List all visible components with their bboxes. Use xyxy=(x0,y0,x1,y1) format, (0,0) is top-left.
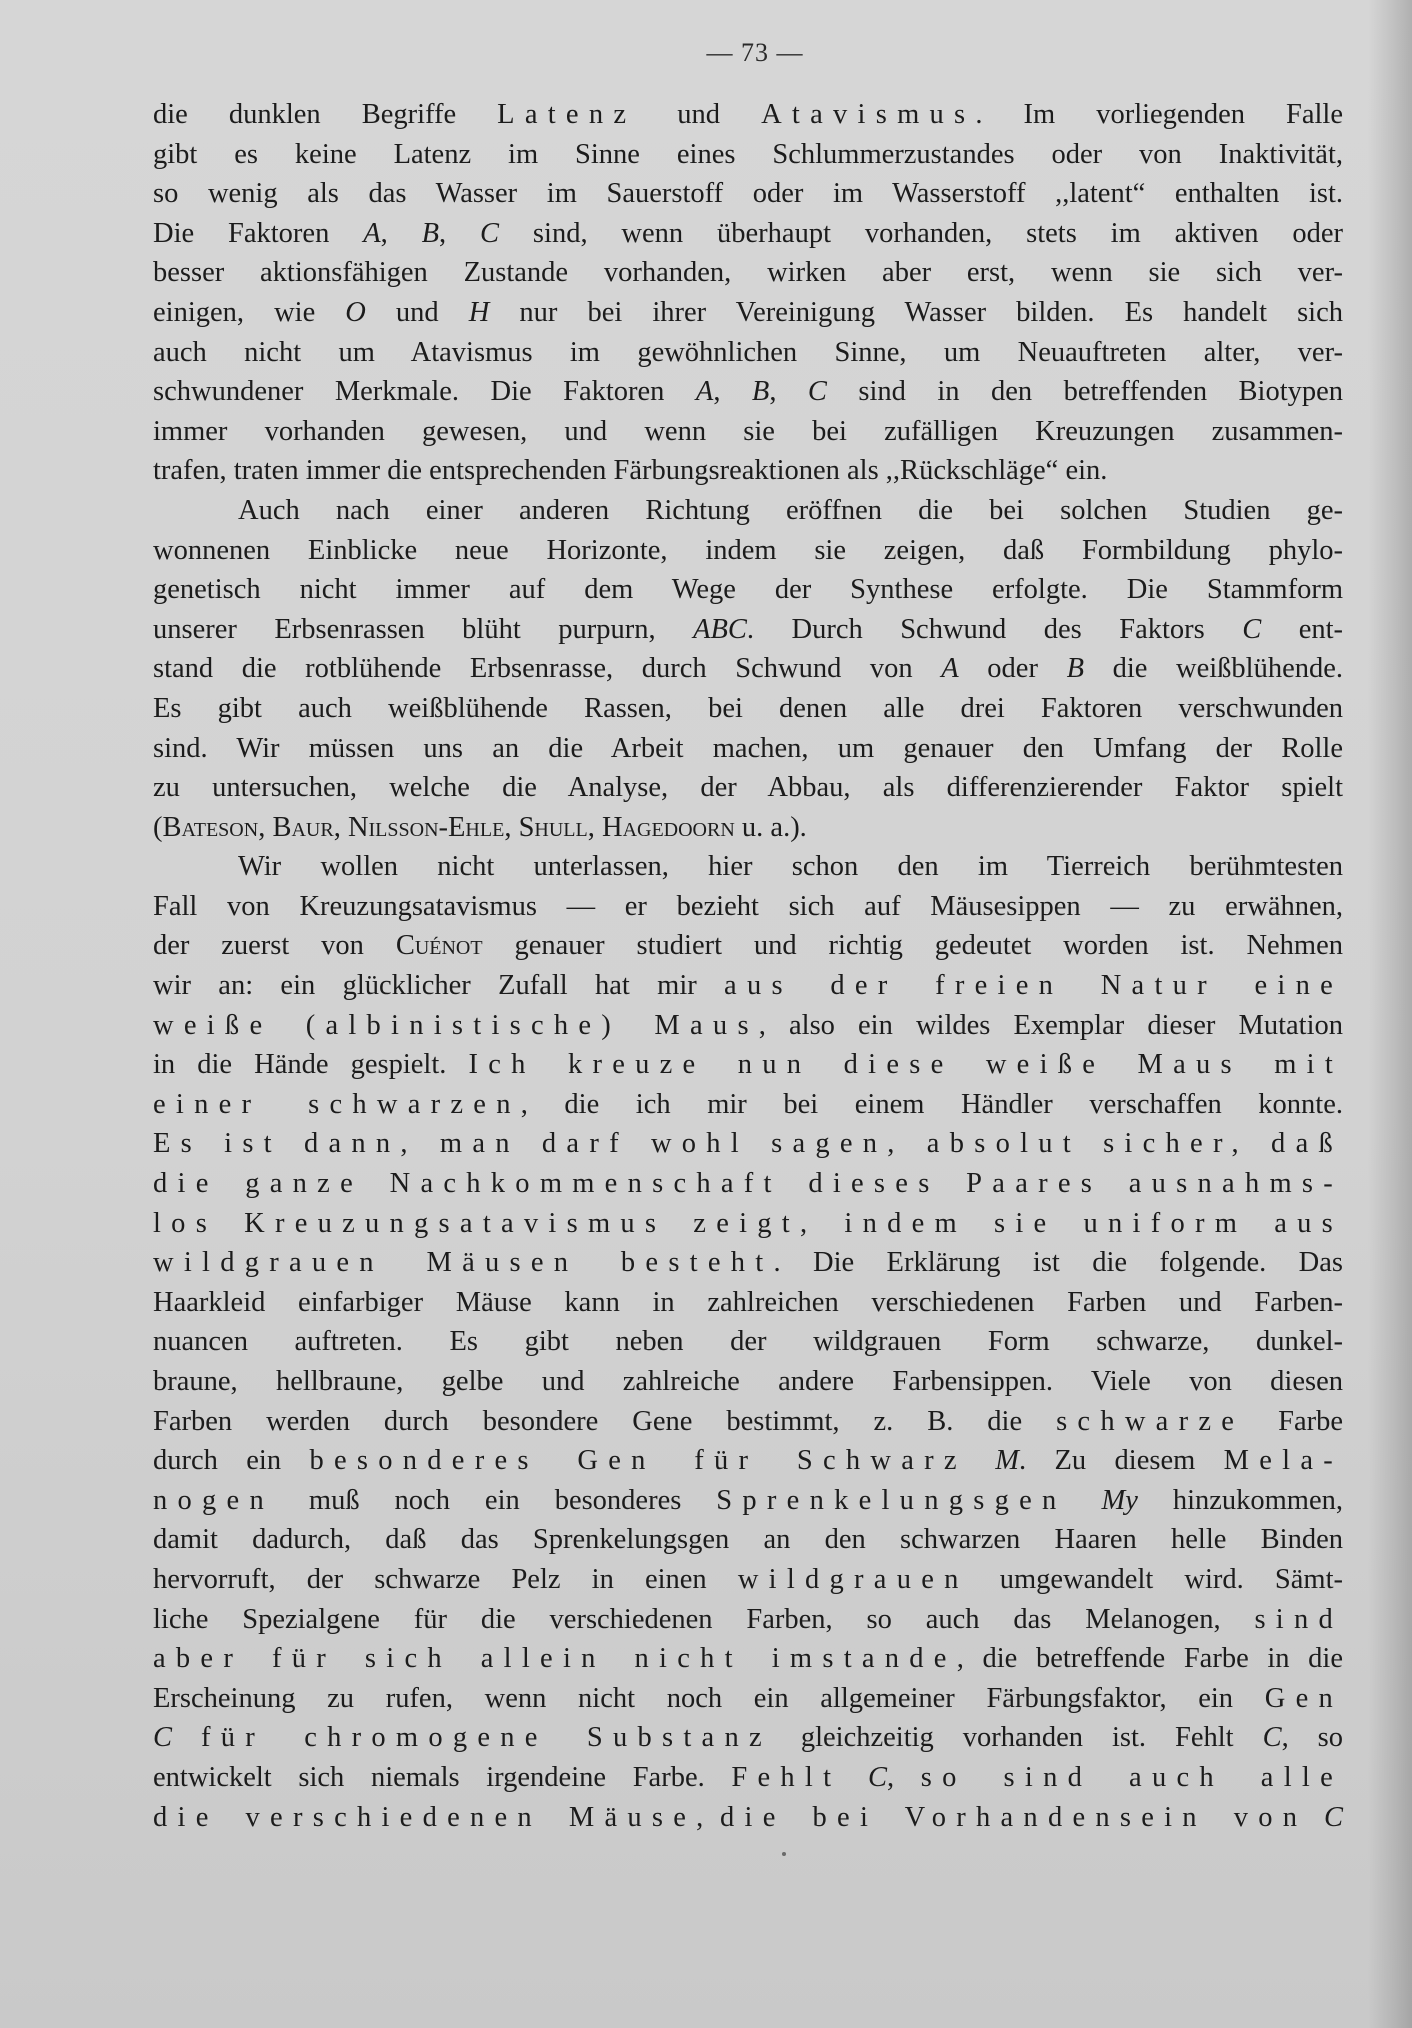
spaced-emphasis: aus der freien Natur eine xyxy=(724,970,1343,1002)
text-line xyxy=(153,1204,1343,1244)
text-run: Es gibt auch weißblühende Rassen, bei denen alle drei Faktoren verschwunden xyxy=(153,692,1343,724)
text-run: damit dadurch, daß das Sprenkelungsgen an den schwarzen Haaren helle Binden xyxy=(153,1524,1343,1556)
print-speck xyxy=(782,1852,786,1856)
spaced-emphasis: Sprenkelungsgen xyxy=(716,1484,1067,1516)
text-run: ( xyxy=(153,811,163,843)
spaced-emphasis: einer schwarzen xyxy=(153,1088,521,1120)
text-run: . Die Erklärung ist die folgende. Das xyxy=(773,1247,1343,1279)
text-run: hervorruft, der schwarze Pelz in einen xyxy=(153,1563,738,1595)
text-line xyxy=(153,174,1343,214)
text-line xyxy=(153,768,1343,808)
text-run: genauer studiert und richtig gedeutet worden ist. Nehmen xyxy=(482,930,1343,962)
text-run: genetisch nicht immer auf dem Wege der Synthese erfolgte. Die Stammform xyxy=(153,574,1343,606)
spaced-emphasis: Mela- xyxy=(1223,1445,1344,1477)
text-run xyxy=(841,1762,868,1793)
text-run: und xyxy=(365,296,469,328)
text-run: braune, hellbraune, gelbe und zahlreiche andere Farbensippen. Viele von diesen xyxy=(153,1366,1343,1397)
text-run: , xyxy=(886,1761,921,1793)
italic-symbol: O xyxy=(345,296,366,328)
italic-symbol: C xyxy=(807,376,827,408)
text-line xyxy=(153,451,1343,491)
text-run: gleichzeitig vorhanden ist. Fehlt xyxy=(771,1722,1263,1754)
italic-symbol: C xyxy=(867,1761,887,1793)
text-run: die weißblühende. xyxy=(1083,653,1343,685)
spaced-emphasis: Fehlt xyxy=(731,1761,842,1793)
text-run: , die ich mir bei einem Händler verschaffen konnte. xyxy=(520,1088,1343,1120)
text-run: Farbe xyxy=(1244,1405,1343,1437)
text-run: oder xyxy=(958,653,1067,685)
author-name: Hagedoorn xyxy=(601,811,735,843)
text-line xyxy=(153,1045,1343,1085)
text-line xyxy=(153,1798,1343,1838)
italic-symbol: C xyxy=(480,217,500,249)
spaced-emphasis: Gen xyxy=(1264,1682,1343,1714)
text-run: umgewandelt wird. Sämt- xyxy=(968,1563,1343,1595)
spaced-emphasis: wildgrauen xyxy=(737,1563,969,1595)
spaced-emphasis: Es ist dann, man darf wohl sagen, absolut sicher, daß xyxy=(153,1128,1343,1160)
text-line xyxy=(153,729,1343,769)
text-run: , also ein wildes Exemplar dieser Mutation xyxy=(758,1009,1343,1041)
text-run: sind, wenn überhaupt vorhanden, stets im aktiven oder xyxy=(499,217,1344,249)
text-run: , xyxy=(258,811,273,843)
italic-symbol: ABC xyxy=(693,613,747,645)
text-line xyxy=(153,293,1343,333)
text-run: Die Faktoren xyxy=(153,217,364,249)
spaced-emphasis: die bei Vorhandensein von xyxy=(720,1801,1308,1833)
page-edge-shadow xyxy=(1368,0,1412,2028)
text-run: stand die rotblühende Erbsenrasse, durch Schwund von xyxy=(153,653,942,685)
text-line xyxy=(153,1718,1343,1758)
text-line xyxy=(153,1362,1343,1402)
text-line xyxy=(153,1481,1343,1521)
italic-symbol: C xyxy=(1324,1801,1344,1833)
italic-symbol: C xyxy=(1242,613,1262,645)
text-run: . Durch Schwund des Faktors xyxy=(746,613,1243,645)
text-line xyxy=(153,847,1343,887)
text-line xyxy=(153,1085,1343,1125)
text-run: , xyxy=(380,217,422,249)
text-line xyxy=(153,412,1343,452)
text-line xyxy=(153,1560,1343,1600)
text-line xyxy=(153,1639,1343,1679)
text-line xyxy=(153,491,1343,531)
body-text xyxy=(153,95,1343,1837)
text-run: muß noch ein besonderes xyxy=(273,1484,717,1516)
spaced-emphasis: sind xyxy=(1254,1603,1343,1635)
text-line xyxy=(153,1283,1343,1323)
spaced-emphasis: Latenz xyxy=(497,99,637,130)
text-line xyxy=(153,333,1343,373)
text-line xyxy=(153,135,1343,175)
page-number: — 73 — xyxy=(706,38,804,67)
italic-symbol: A xyxy=(695,376,714,408)
spaced-emphasis: aber für sich allein nicht imstande xyxy=(153,1643,957,1675)
text-line xyxy=(153,649,1343,689)
text-line xyxy=(153,1441,1343,1481)
spaced-emphasis: los Kreuzungsatavismus zeigt, indem sie uniform aus xyxy=(153,1207,1343,1239)
author-name: Shull xyxy=(518,811,588,843)
author-name: Bateson xyxy=(162,811,259,843)
text-run: in die Hände gespielt. xyxy=(153,1049,469,1081)
text-run: , xyxy=(333,811,348,843)
spaced-emphasis: Atavismus xyxy=(761,99,976,130)
italic-symbol: A xyxy=(941,653,959,685)
text-run xyxy=(172,1722,201,1753)
text-run: , xyxy=(439,217,481,249)
text-line xyxy=(153,1402,1343,1442)
text-line xyxy=(153,1679,1343,1719)
text-line xyxy=(153,95,1343,135)
spaced-emphasis: die verschiedenen Mäuse xyxy=(153,1801,697,1833)
italic-symbol: A xyxy=(363,217,381,249)
text-run: wir an: ein glücklicher Zufall hat mir xyxy=(153,970,725,1002)
text-run: der zuerst von xyxy=(153,930,396,962)
text-run: u. a.). xyxy=(734,811,807,843)
text-run: wonnenen Einblicke neue Horizonte, indem sie zeigen, daß Formbildung phylo- xyxy=(153,534,1343,566)
italic-symbol: M xyxy=(995,1445,1019,1477)
spaced-emphasis: Ich kreuze nun diese weiße Maus mit xyxy=(468,1049,1344,1081)
text-run: . Im vorliegenden Falle xyxy=(975,99,1344,130)
text-run xyxy=(1307,1802,1324,1833)
text-run: , die betreffende Farbe in die xyxy=(956,1643,1344,1675)
italic-symbol: C xyxy=(1262,1722,1282,1754)
text-run: auch nicht um Atavismus im gewöhnlichen Sinne, um Neuauftreten alter, ver- xyxy=(153,336,1343,368)
text-run: Haarkleid einfarbiger Mäuse kann in zahlreichen verschiedenen Farben und Farben- xyxy=(153,1286,1343,1318)
text-line xyxy=(153,610,1343,650)
text-run: Farben werden durch besondere Gene bestimmt, z. B. die xyxy=(153,1405,1057,1437)
text-run: , xyxy=(587,811,602,843)
text-run: . Zu diesem xyxy=(1019,1445,1224,1477)
text-run: , xyxy=(504,811,519,843)
text-line xyxy=(153,1243,1343,1283)
text-run: ent- xyxy=(1261,613,1344,645)
text-run: und xyxy=(636,99,762,130)
spaced-emphasis: besonderes Gen für Schwarz xyxy=(309,1445,967,1477)
spaced-emphasis: wildgrauen Mäusen besteht xyxy=(153,1247,774,1279)
italic-symbol: B xyxy=(1066,653,1084,685)
text-run: immer vorhanden gewesen, und wenn sie bei zufälligen Kreuzungen zusammen- xyxy=(153,415,1343,447)
text-run: sind in den betreffenden Biotypen xyxy=(826,376,1344,408)
text-run: Wir wollen nicht unterlassen, hier schon den im Tierreich berühmtesten xyxy=(238,851,1343,883)
author-name: Cuénot xyxy=(395,930,483,962)
spaced-emphasis: schwarze xyxy=(1056,1405,1245,1437)
text-line xyxy=(153,253,1343,293)
text-run: , so xyxy=(1281,1722,1344,1754)
text-line xyxy=(153,531,1343,571)
text-run: Erscheinung zu rufen, wenn nicht noch ein allgemeiner Färbungsfaktor, ein xyxy=(153,1682,1265,1714)
text-run: nuancen auftreten. Es gibt neben der wildgrauen Form schwarze, dunkel- xyxy=(153,1326,1343,1358)
text-run xyxy=(967,1445,995,1476)
author-name: Nilsson-Ehle xyxy=(347,811,505,843)
text-line xyxy=(153,1322,1343,1362)
italic-symbol: My xyxy=(1101,1484,1138,1516)
italic-symbol: B xyxy=(751,376,770,408)
text-line xyxy=(153,1124,1343,1164)
text-line xyxy=(153,689,1343,729)
text-line xyxy=(153,1006,1343,1046)
text-run: Auch nach einer anderen Richtung eröffnen die bei solchen Studien ge- xyxy=(238,494,1343,526)
italic-symbol: H xyxy=(468,296,490,328)
text-line xyxy=(153,966,1343,1006)
text-run: gibt es keine Latenz im Sinne eines Schlummerzustandes oder von Inaktivität, xyxy=(153,138,1343,170)
text-run: , xyxy=(696,1801,720,1833)
text-line xyxy=(153,887,1343,927)
text-line xyxy=(153,926,1343,966)
italic-symbol: C xyxy=(153,1722,173,1754)
text-run: , xyxy=(769,376,808,408)
text-line xyxy=(153,1600,1343,1640)
spaced-emphasis: weiße (albinistische) Maus xyxy=(153,1009,759,1041)
text-run: entwickelt sich niemals irgendeine Farbe. xyxy=(153,1761,732,1793)
spaced-emphasis: für chromogene Substanz xyxy=(200,1722,772,1754)
spaced-emphasis: die ganze Nachkommenschaft dieses Paares ausnahms- xyxy=(153,1168,1343,1200)
text-line xyxy=(153,570,1343,610)
text-run: schwundener Merkmale. Die Faktoren xyxy=(153,376,696,408)
text-run: trafen, traten immer die entsprechenden Färbungsreaktionen als ,,Rückschläge“ ein. xyxy=(153,455,1108,487)
text-run: liche Spezialgene für die verschiedenen Farben, so auch das Melanogen, xyxy=(153,1603,1255,1635)
text-run: hinzukommen, xyxy=(1137,1484,1344,1516)
text-run xyxy=(1067,1485,1102,1516)
text-run: , xyxy=(713,376,752,408)
text-line xyxy=(153,372,1343,412)
italic-symbol: B xyxy=(421,217,440,249)
text-line xyxy=(153,808,1343,848)
text-run: durch ein xyxy=(153,1445,310,1477)
text-line xyxy=(153,1164,1343,1204)
text-run: die dunklen Begriffe xyxy=(153,99,498,130)
text-run: sind. Wir müssen uns an die Arbeit machen, um genauer den Umfang der Rolle xyxy=(153,732,1343,764)
author-name: Baur xyxy=(272,811,334,843)
text-run: Fall von Kreuzungsatavismus — er bezieht sich auf Mäusesippen — zu erwähnen, xyxy=(153,890,1343,922)
spaced-emphasis: so sind auch alle xyxy=(920,1761,1343,1793)
text-line xyxy=(153,1520,1343,1560)
text-line xyxy=(153,1758,1343,1798)
spaced-emphasis: nogen xyxy=(153,1484,274,1516)
text-run: einigen, wie xyxy=(153,296,346,328)
text-run: unserer Erbsenrassen blüht purpurn, xyxy=(153,613,694,645)
text-line xyxy=(153,214,1343,254)
text-run: besser aktionsfähigen Zustande vorhanden, wirken aber erst, wenn sie sich ver- xyxy=(153,257,1343,289)
text-run: nur bei ihrer Vereinigung Wasser bilden. Es handelt sich xyxy=(489,296,1343,328)
text-run: zu untersuchen, welche die Analyse, der Abbau, als differenzierender Faktor spielt xyxy=(153,772,1343,804)
text-run: so wenig als das Wasser im Sauerstoff oder im Wasserstoff ,,latent“ enthalten ist. xyxy=(153,178,1343,210)
